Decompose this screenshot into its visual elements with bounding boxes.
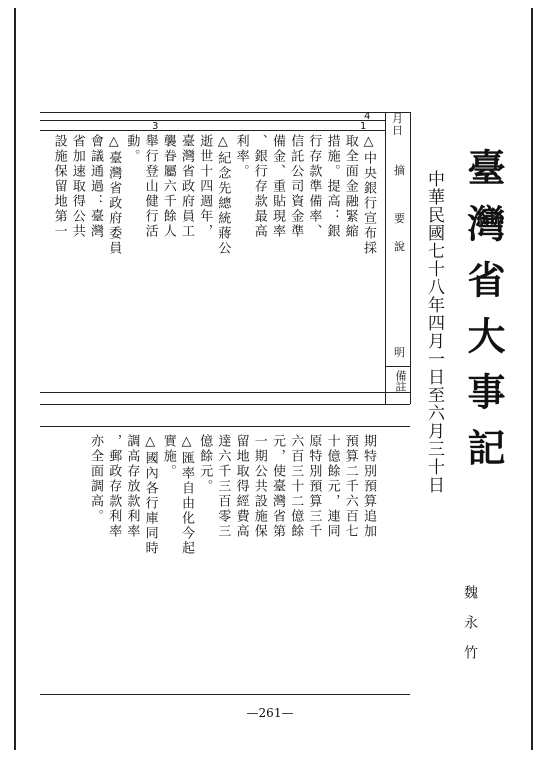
entry-column: 預算二千六百七	[342, 434, 358, 539]
entry-column: 達六千三百零三	[215, 434, 231, 539]
entry-column: 十億餘元，連同	[324, 434, 340, 539]
entry-column: △匯率自由化今起	[179, 434, 194, 556]
entry-column: 信託公司資金準	[288, 134, 304, 239]
entry-column: 設施保留地第一	[51, 134, 67, 239]
entry-column: 亦全面調高。	[88, 434, 103, 524]
remarks-divider	[385, 366, 410, 367]
entry-column: 會議通過：臺灣	[88, 134, 103, 239]
entry-column: 臺灣省政府員工	[179, 134, 194, 239]
day-value-3: 3	[152, 121, 159, 132]
entry-column: 利率。	[233, 134, 249, 179]
entry-column: 億餘元。	[197, 434, 213, 494]
entry-column: 、銀行存款最高	[251, 134, 267, 239]
month-label: 月	[392, 112, 403, 125]
entry-column: 一期公共設施保	[251, 434, 267, 539]
entry-column: 取全面金融緊縮	[342, 134, 358, 239]
entry-column: 備金、重貼現率	[270, 134, 285, 239]
summary-char-3: 說	[394, 240, 405, 253]
entry-column: 逝世十四週年，	[197, 134, 213, 239]
entry-column: 元，使臺灣省第	[270, 434, 285, 539]
entry-column: ，郵政存款利率	[106, 434, 122, 539]
upper-rule-3	[40, 130, 385, 131]
month-value: 4	[364, 111, 371, 122]
page-title: 臺灣省大事記	[461, 148, 506, 484]
summary-char-2: 要	[394, 212, 405, 225]
entry-column: 措施。提高：銀	[324, 134, 340, 239]
upper-bottom-rule	[40, 392, 410, 393]
author-name: 魏永竹	[462, 585, 478, 675]
summary-char-4: 明	[394, 346, 405, 359]
entry-column: 行存款準備率、	[306, 134, 322, 239]
entry-column: △紀念先總統蔣公	[215, 134, 231, 256]
entry-column: 留地取得經費高	[233, 434, 249, 539]
day-value-1: 1	[360, 121, 367, 132]
page-number: —261—	[246, 706, 294, 720]
entry-column: △臺灣省政府委員	[106, 134, 122, 256]
entry-column: 實施。	[160, 434, 176, 479]
entry-column: △中央銀行宣布採	[361, 134, 376, 256]
remarks-label: 備註	[394, 370, 407, 392]
upper-bottom-rule-2	[40, 404, 410, 405]
lower-bottom-rule	[40, 694, 410, 695]
entry-column: 動。	[124, 134, 140, 164]
upper-rule-2	[40, 120, 385, 121]
entry-column: 六百三十二億餘	[288, 434, 304, 539]
header-col-right	[410, 112, 411, 404]
summary-char-1: 摘	[394, 164, 405, 177]
entry-column: 省加速取得公共	[69, 134, 85, 239]
header-col-divider	[385, 112, 386, 404]
day-label: 日	[392, 124, 403, 137]
entry-column: 襲眷屬六千餘人	[160, 134, 176, 239]
upper-top-rule	[40, 112, 410, 113]
entry-column: 原特別預算三千	[306, 434, 322, 539]
entry-column: 調高存放款利率	[124, 434, 140, 539]
date-range: 中華民國七十八年四月一日至六月三十日	[424, 170, 444, 494]
entry-column: 舉行登山健行活	[142, 134, 158, 239]
entry-column: △國內各行庫同時	[142, 434, 158, 556]
entry-column: 期特別預算追加	[361, 434, 376, 539]
lower-top-rule	[40, 426, 410, 427]
